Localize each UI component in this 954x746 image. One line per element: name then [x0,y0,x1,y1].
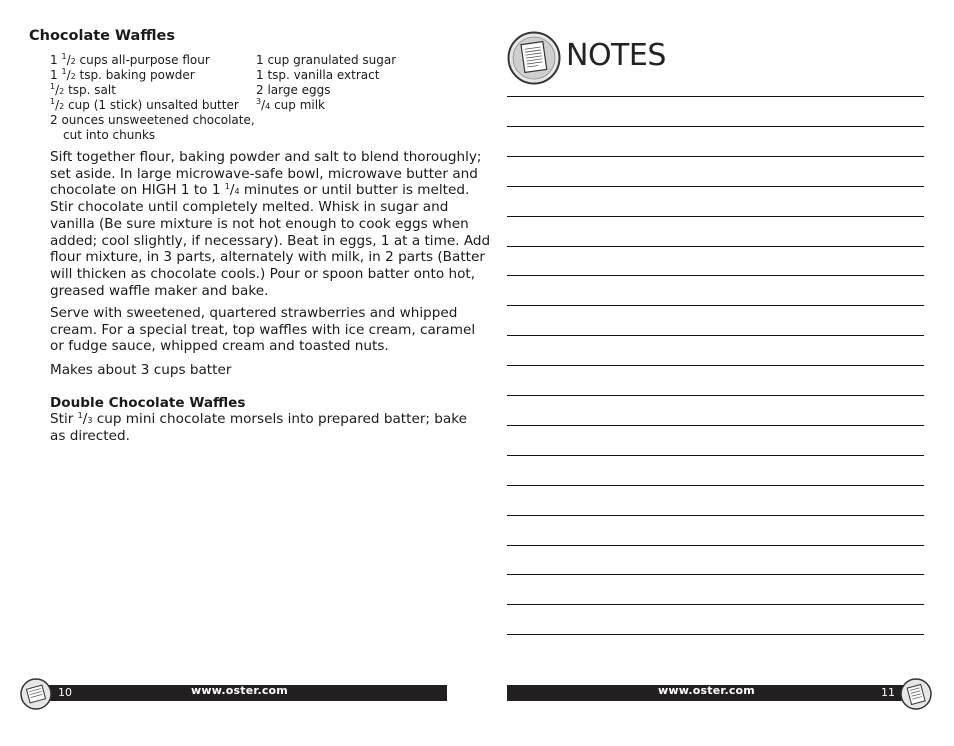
note-line [507,305,924,306]
note-line [507,335,924,336]
variation-paragraph: Stir $^1$/3 cup mini chocolate morsels into prepared batter; bake as directed. [50,411,468,444]
note-line [507,455,924,456]
page-number: 10 [58,686,72,699]
directions-paragraph: Sift together flour, baking powder and salt to blend thoroughly; set aside. In large microwave-safe bowl, microwave butter and chocolate on HIGH 1 to 1 $^1$/4 minutes or until butter is melted. Stir chocolate until completely melted. Whisk in sugar and vanilla (Be sure mixture is not hot enough to cook eggs when added; cool slightly, if necessary). Beat in eggs, 1 at a time. Add flour mixture, in 3 parts, alternately with milk, in 2 parts (Batter will thicken as chocolate cools.) Pour or spoon batter onto hot, greased waffle maker and bake. [50,149,491,299]
notepad-icon [507,31,561,85]
recipe-title: Chocolate Waffles [29,28,175,44]
note-line [507,156,924,157]
note-line [507,545,924,546]
variation-title: Double Chocolate Waffles [50,395,246,411]
serving-paragraph: Serve with sweetened, quartered strawberries and whipped cream. For a special treat, top waffles with ice cream, caramel or fudge sauce, whipped cream and toasted nuts. [50,305,476,355]
note-line [507,365,924,366]
note-line [507,574,924,575]
notepad-icon [900,678,932,710]
ingredient-item-continued: cut into chunks [63,128,156,142]
note-line [507,216,924,217]
note-line [507,425,924,426]
footer-bar-left [34,685,447,701]
footer-bar-right [507,685,911,701]
note-line [507,604,924,605]
note-line [507,485,924,486]
note-line [507,246,924,247]
ingredient-item: $^1$/2 cup (1 stick) unsalted butter [50,97,239,112]
note-line [507,634,924,635]
ingredients-left-column [50,52,255,143]
ingredient-item: 2 ounces unsweetened chocolate, [50,113,255,127]
page-number: 11 [881,686,895,699]
note-line [507,395,924,396]
ingredient-item: 1 $^1$/2 tsp. baking powder [50,67,195,82]
ingredient-item: $^1$/2 tsp. salt [50,82,116,97]
notes-title: NOTES [566,38,666,73]
footer-url: www.oster.com [191,684,288,697]
ingredients-right-column [256,53,456,113]
ingredient-item: 1 cup granulated sugar [256,53,397,67]
note-line [507,275,924,276]
note-line [507,186,924,187]
ingredient-item: 1 $^1$/2 cups all-purpose flour [50,52,210,67]
footer-url: www.oster.com [658,684,755,697]
ingredient-item: $^3$/4 cup milk [256,97,326,112]
ingredient-item: 1 tsp. vanilla extract [256,68,380,82]
ingredient-item: 2 large eggs [256,83,331,97]
note-line [507,96,924,97]
note-line [507,515,924,516]
yield-text: Makes about 3 cups batter [50,362,232,378]
note-line [507,126,924,127]
notepad-icon [20,678,52,710]
